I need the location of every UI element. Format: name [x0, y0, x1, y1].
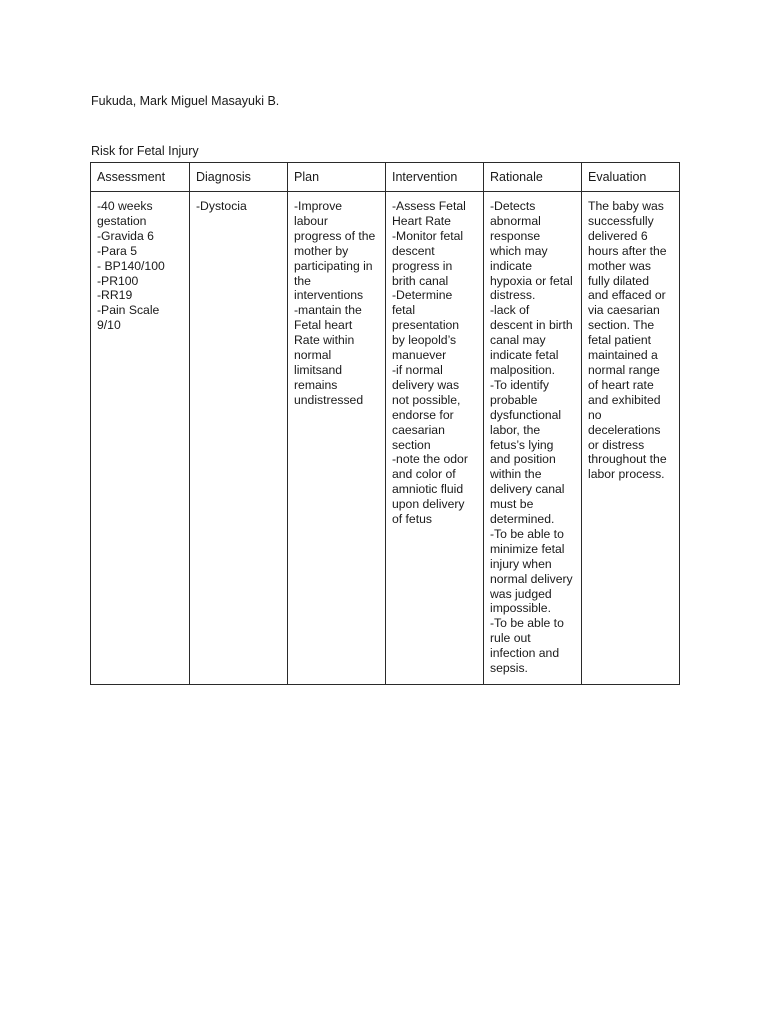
- cell-line: -Assess Fetal: [392, 199, 466, 213]
- cell-line: gestation: [97, 213, 147, 228]
- cell-line: injury when: [490, 556, 552, 571]
- cell-line: presentation: [392, 318, 460, 333]
- care-plan-table: [90, 162, 680, 685]
- cell-line: -Monitor fetal: [392, 228, 464, 243]
- cell-line: -Gravida 6: [97, 228, 154, 243]
- cell-line: -Dystocia: [196, 199, 247, 213]
- cell-line: -Determine: [392, 288, 453, 303]
- cell-line: interventions: [294, 288, 364, 303]
- cell-line: fetal: [392, 303, 416, 318]
- cell-line: section. The: [588, 318, 655, 333]
- cell-line: response: [490, 228, 541, 243]
- cell-line: -Improve: [294, 199, 343, 213]
- cell-evaluation: [582, 192, 680, 685]
- cell-line: dysfunctional: [490, 407, 562, 422]
- cell-line: The baby was: [588, 199, 664, 213]
- cell-line: descent: [392, 243, 435, 258]
- cell-assessment: [91, 192, 190, 685]
- cell-line: section: [392, 437, 431, 452]
- cell-line: -To be able to: [490, 526, 564, 541]
- cell-line: -lack of: [490, 303, 530, 318]
- cell-line: - BP140/100: [97, 258, 165, 273]
- cell-line: probable: [490, 392, 538, 407]
- care-plan-title: Risk for Fetal Injury: [91, 144, 199, 158]
- cell-line: normal delivery: [490, 571, 573, 586]
- cell-line: -Pain Scale: [97, 303, 160, 318]
- cell-line: and color of: [392, 467, 456, 482]
- cell-line: progress of the: [294, 228, 376, 243]
- cell-line: manuever: [392, 348, 447, 363]
- cell-diagnosis: [190, 192, 288, 685]
- cell-line: participating in: [294, 258, 373, 273]
- header-intervention: Intervention: [386, 163, 484, 192]
- cell-line: -RR19: [97, 288, 133, 303]
- cell-line: malposition.: [490, 362, 556, 377]
- table-header-row: [91, 163, 680, 192]
- cell-line: labor process.: [588, 467, 665, 482]
- cell-line: -To be able to: [490, 616, 564, 631]
- cell-line: delivery was: [392, 377, 460, 392]
- cell-line: sepsis.: [490, 661, 528, 676]
- cell-intervention: [386, 192, 484, 685]
- cell-line: normal: [294, 348, 332, 363]
- cell-line: within the: [490, 467, 542, 482]
- cell-line: distress.: [490, 288, 536, 303]
- cell-line: rule out: [490, 631, 531, 646]
- cell-line: and exhibited: [588, 392, 661, 407]
- cell-line: normal range: [588, 362, 660, 377]
- cell-line: Fetal heart: [294, 318, 353, 333]
- cell-line: upon delivery: [392, 497, 465, 512]
- cell-line: remains: [294, 377, 338, 392]
- cell-line: -Para 5: [97, 243, 137, 258]
- cell-line: canal may: [490, 333, 546, 348]
- cell-line: determined.: [490, 512, 555, 527]
- cell-line: fetal patient: [588, 333, 652, 348]
- cell-line: must be: [490, 497, 534, 512]
- cell-line: was judged: [490, 586, 552, 601]
- cell-line: infection and: [490, 646, 560, 661]
- cell-line: of fetus: [392, 512, 432, 527]
- cell-line: brith canal: [392, 273, 449, 288]
- table-row: [91, 192, 680, 685]
- cell-line: mother was: [588, 258, 651, 273]
- cell-line: minimize fetal: [490, 541, 565, 556]
- cell-line: the: [294, 273, 311, 288]
- cell-line: by leopold’s: [392, 333, 457, 348]
- cell-line: progress in: [392, 258, 453, 273]
- cell-line: endorse for: [392, 407, 454, 422]
- header-evaluation: Evaluation: [582, 163, 680, 192]
- cell-line: mother by: [294, 243, 349, 258]
- cell-line: or distress: [588, 437, 645, 452]
- cell-line: not possible,: [392, 392, 461, 407]
- cell-line: 9/10: [97, 318, 121, 333]
- cell-line: indicate fetal: [490, 348, 559, 363]
- author-name: Fukuda, Mark Miguel Masayuki B.: [91, 94, 280, 108]
- cell-line: -Detects: [490, 199, 536, 213]
- cell-line: -note the odor: [392, 452, 468, 467]
- cell-line: throughout the: [588, 452, 667, 467]
- cell-line: maintained a: [588, 348, 658, 363]
- cell-line: delivery canal: [490, 482, 565, 497]
- cell-line: hours after the: [588, 243, 667, 258]
- cell-line: no: [588, 407, 602, 422]
- cell-plan: [288, 192, 386, 685]
- cell-line: fetus’s lying: [490, 437, 554, 452]
- cell-line: caesarian: [392, 422, 445, 437]
- cell-line: fully dilated: [588, 273, 649, 288]
- cell-line: impossible.: [490, 601, 551, 616]
- cell-line: -if normal: [392, 362, 443, 377]
- cell-line: limitsand: [294, 362, 343, 377]
- cell-line: abnormal: [490, 213, 541, 228]
- cell-line: decelerations: [588, 422, 661, 437]
- cell-line: via caesarian: [588, 303, 660, 318]
- cell-rationale: [484, 192, 582, 685]
- header-assessment: Assessment: [91, 163, 190, 192]
- cell-line: amniotic fluid: [392, 482, 464, 497]
- cell-line: indicate: [490, 258, 533, 273]
- header-plan: Plan: [288, 163, 386, 192]
- header-rationale: Rationale: [484, 163, 582, 192]
- cell-line: labour: [294, 213, 328, 228]
- cell-line: Rate within: [294, 333, 355, 348]
- cell-line: descent in birth: [490, 318, 573, 333]
- cell-line: and effaced or: [588, 288, 666, 303]
- cell-line: -40 weeks: [97, 199, 153, 213]
- cell-line: successfully: [588, 213, 654, 228]
- cell-line: delivered 6: [588, 228, 648, 243]
- cell-line: -To identify: [490, 377, 549, 392]
- cell-line: undistressed: [294, 392, 364, 407]
- cell-line: Heart Rate: [392, 213, 451, 228]
- cell-line: -PR100: [97, 273, 139, 288]
- cell-line: of heart rate: [588, 377, 654, 392]
- cell-line: -mantain the: [294, 303, 362, 318]
- header-diagnosis: Diagnosis: [190, 163, 288, 192]
- cell-line: labor, the: [490, 422, 541, 437]
- cell-line: and position: [490, 452, 556, 467]
- cell-line: hypoxia or fetal: [490, 273, 573, 288]
- cell-line: which may: [490, 243, 548, 258]
